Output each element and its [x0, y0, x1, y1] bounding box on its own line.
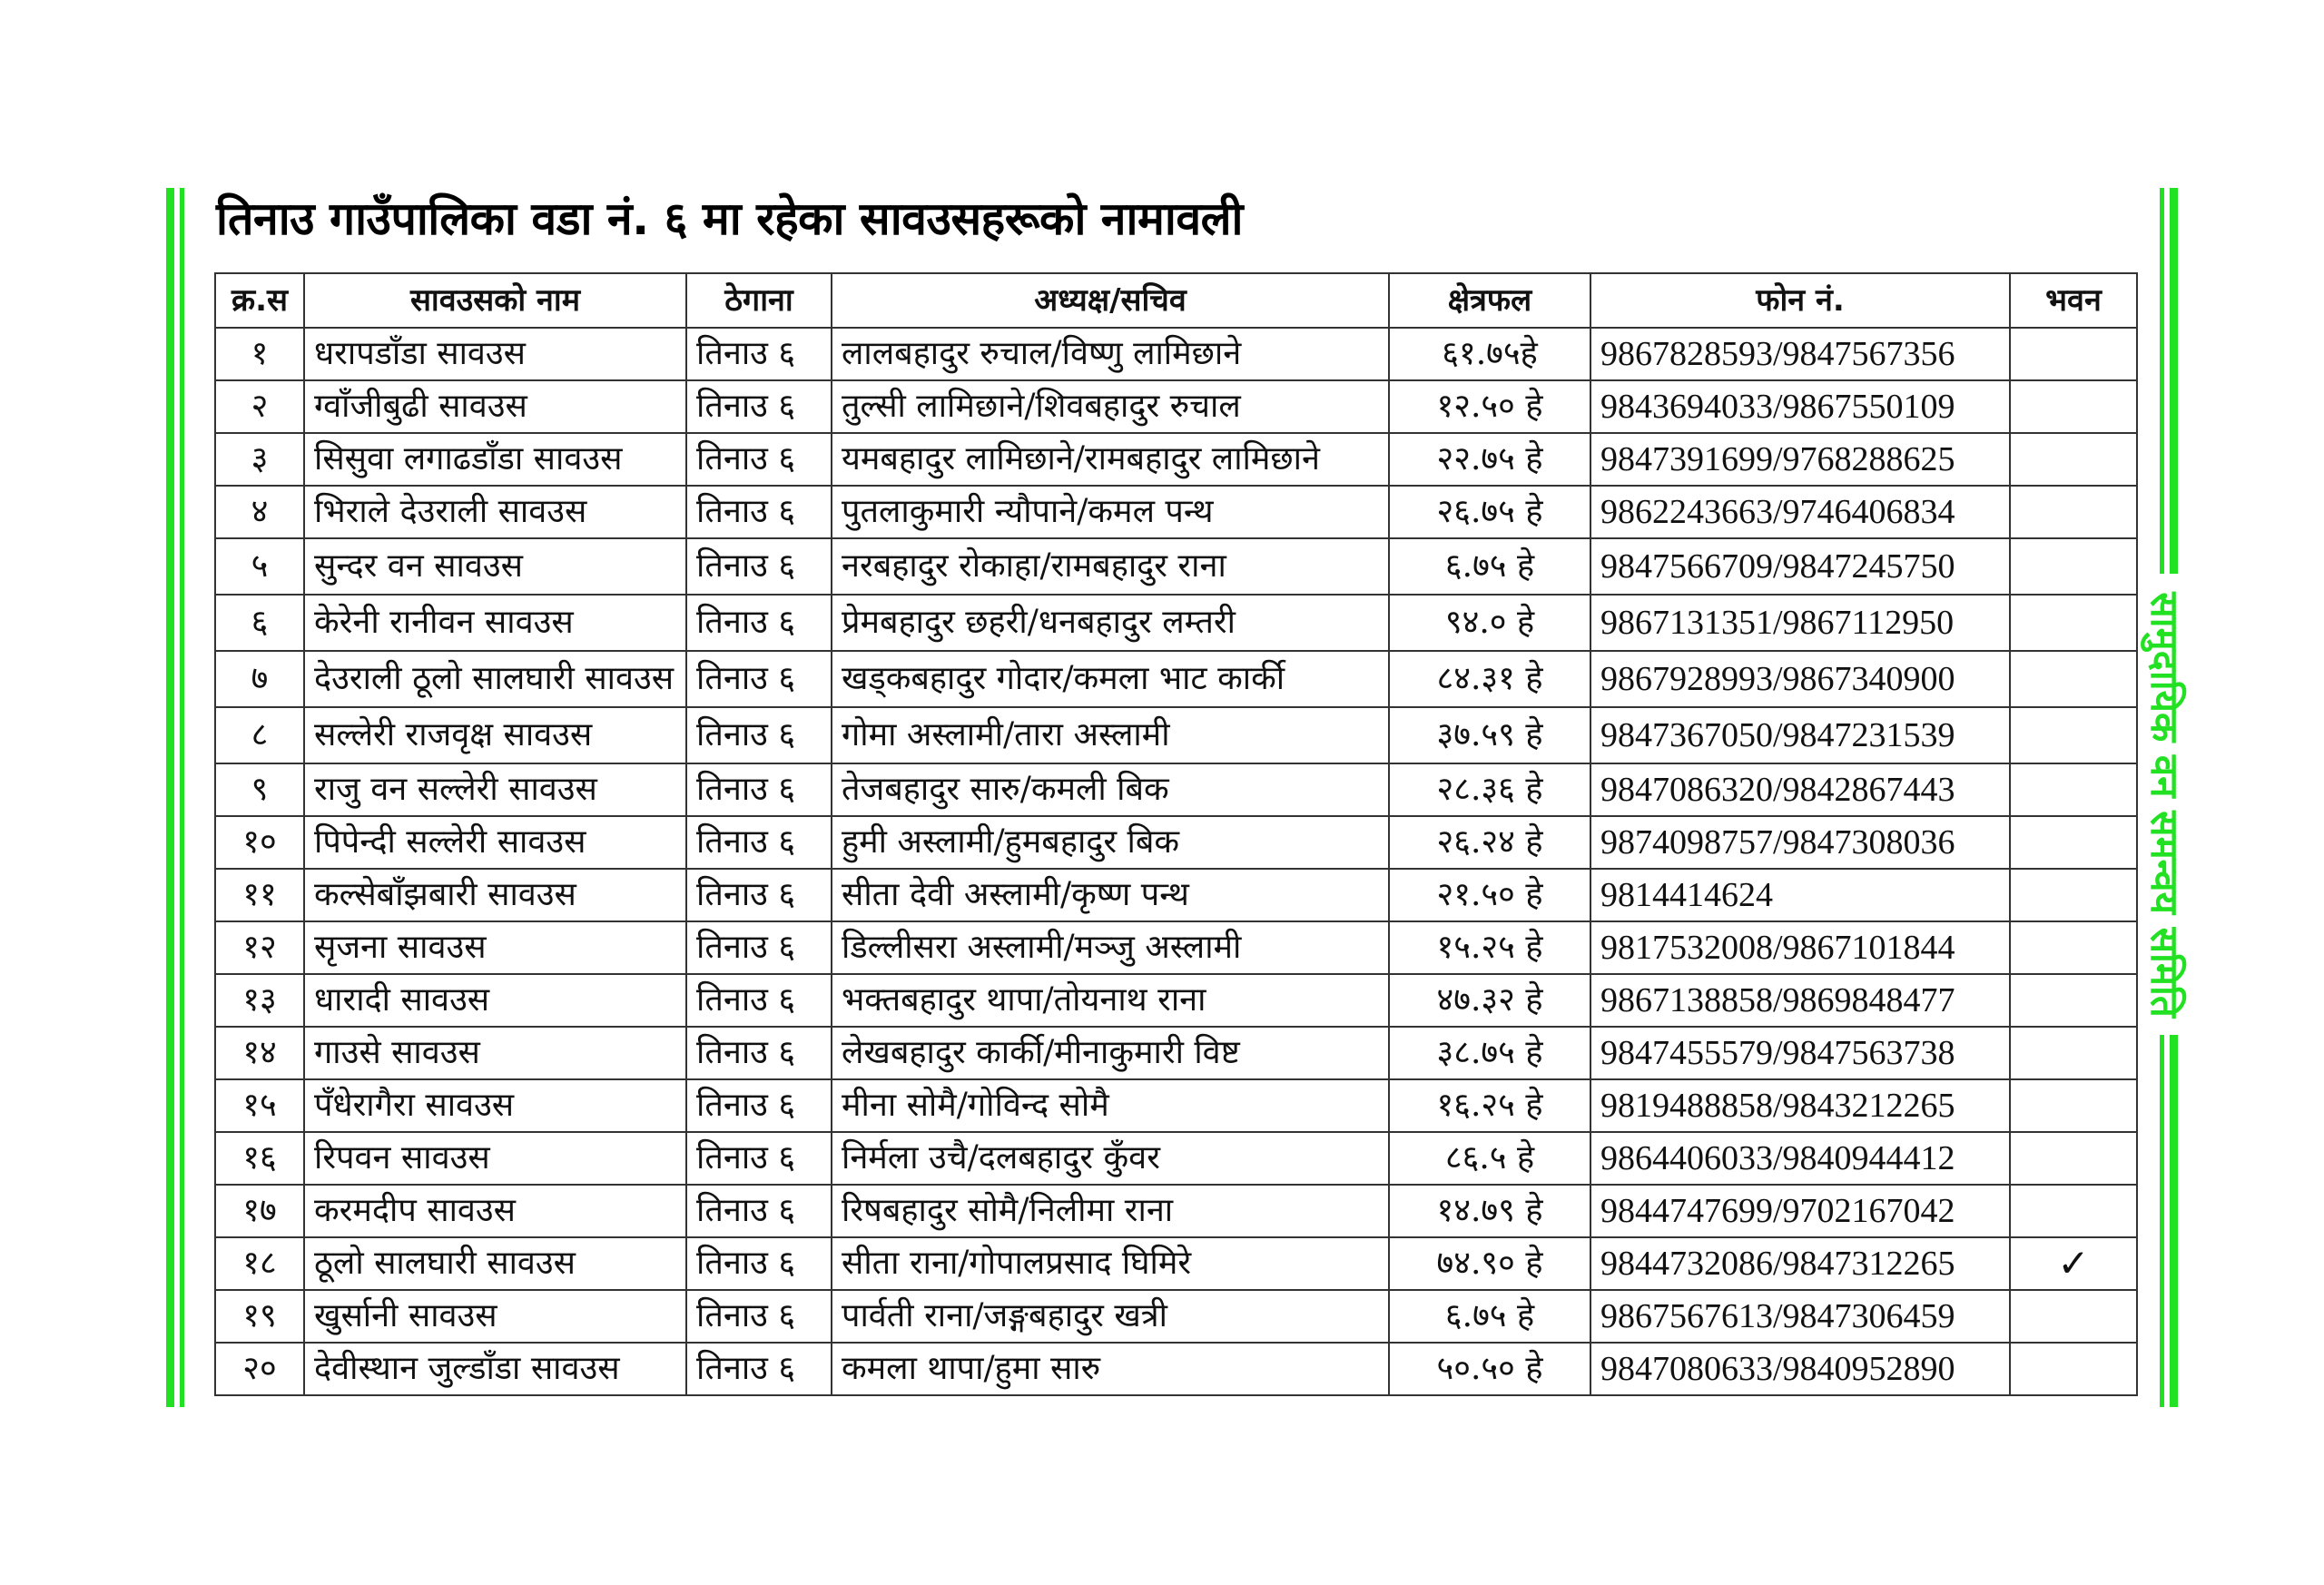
area-cell: ८६.५ हे — [1389, 1132, 1590, 1185]
table-row — [215, 595, 2137, 651]
address-cell: तिनाउ ६ — [686, 1079, 832, 1132]
name-cell: पँधेरागैरा सावउस — [304, 1079, 686, 1132]
area-cell: २२.७५ हे — [1389, 433, 1590, 486]
address-cell: तिनाउ ६ — [686, 1027, 832, 1079]
side-label-text: सामुदायिक वन समन्वय समिति — [2142, 591, 2187, 1018]
bhawan-cell — [2010, 538, 2137, 595]
name-cell: रिपवन सावउस — [304, 1132, 686, 1185]
area-cell: ५०.५० हे — [1389, 1343, 1590, 1395]
area-cell: २६.२४ हे — [1389, 816, 1590, 869]
table-row — [215, 328, 2137, 380]
table-row — [215, 538, 2137, 595]
name-cell: सृजना सावउस — [304, 921, 686, 974]
officers-cell: तुल्सी लामिछाने/शिवबहादुर रुचाल — [832, 380, 1389, 433]
area-cell: ६१.७५हे — [1389, 328, 1590, 380]
officers-cell: मीना सोमै/गोविन्द सोमै — [832, 1079, 1389, 1132]
address-cell: तिनाउ ६ — [686, 433, 832, 486]
serial-cell: ९ — [215, 763, 304, 816]
serial-cell: ११ — [215, 869, 304, 921]
officers-cell: लेखबहादुर कार्की/मीनाकुमारी विष्ट — [832, 1027, 1389, 1079]
phone-cell: 9844747699/9702167042 — [1590, 1185, 2010, 1237]
address-cell: तिनाउ ६ — [686, 486, 832, 538]
bhawan-cell — [2010, 921, 2137, 974]
serial-cell: ३ — [215, 433, 304, 486]
serial-cell: १० — [215, 816, 304, 869]
bhawan-cell — [2010, 1079, 2137, 1132]
table-row — [215, 1343, 2137, 1395]
phone-cell: 9847455579/9847563738 — [1590, 1027, 2010, 1079]
serial-cell: १३ — [215, 974, 304, 1027]
address-cell: तिनाउ ६ — [686, 707, 832, 763]
name-cell: करमदीप सावउस — [304, 1185, 686, 1237]
serial-cell: १४ — [215, 1027, 304, 1079]
serial-cell: १८ — [215, 1237, 304, 1290]
area-cell: १२.५० हे — [1389, 380, 1590, 433]
name-cell: केरेनी रानीवन सावउस — [304, 595, 686, 651]
officers-cell: डिल्लीसरा अस्लामी/मञ्जु अस्लामी — [832, 921, 1389, 974]
officers-cell: सीता राना/गोपालप्रसाद घिमिरे — [832, 1237, 1389, 1290]
serial-cell: ६ — [215, 595, 304, 651]
area-cell: २६.७५ हे — [1389, 486, 1590, 538]
area-cell: ७४.९० हे — [1389, 1237, 1590, 1290]
table-row — [215, 433, 2137, 486]
officers-cell: रिषबहादुर सोमै/निलीमा राना — [832, 1185, 1389, 1237]
phone-cell: 9874098757/9847308036 — [1590, 816, 2010, 869]
bhawan-cell: ✓ — [2010, 1237, 2137, 1290]
table-row — [215, 380, 2137, 433]
phone-cell: 9814414624 — [1590, 869, 2010, 921]
phone-cell: 9817532008/9867101844 — [1590, 921, 2010, 974]
bhawan-cell — [2010, 1132, 2137, 1185]
table-row — [215, 1027, 2137, 1079]
serial-cell: १९ — [215, 1290, 304, 1343]
address-cell: तिनाउ ६ — [686, 651, 832, 707]
header-bhawan: भवन — [2010, 273, 2137, 328]
left-green-border-thin — [180, 188, 184, 1407]
serial-cell: २० — [215, 1343, 304, 1395]
phone-cell: 9844732086/9847312265 — [1590, 1237, 2010, 1290]
area-cell: ९४.० हे — [1389, 595, 1590, 651]
area-cell: २८.३६ हे — [1389, 763, 1590, 816]
address-cell: तिनाउ ६ — [686, 1290, 832, 1343]
table-row — [215, 1290, 2137, 1343]
table-row — [215, 921, 2137, 974]
address-cell: तिनाउ ६ — [686, 974, 832, 1027]
table-header-row — [215, 273, 2137, 328]
bhawan-cell — [2010, 595, 2137, 651]
serial-cell: ४ — [215, 486, 304, 538]
officers-cell: गोमा अस्लामी/तारा अस्लामी — [832, 707, 1389, 763]
bhawan-cell — [2010, 1185, 2137, 1237]
header-address: ठेगाना — [686, 273, 832, 328]
table-row — [215, 1185, 2137, 1237]
area-cell: २१.५० हे — [1389, 869, 1590, 921]
officers-cell: नरबहादुर रोकाहा/रामबहादुर राना — [832, 538, 1389, 595]
right-green-border-thick-top — [2170, 188, 2178, 574]
bhawan-cell — [2010, 707, 2137, 763]
serial-cell: १७ — [215, 1185, 304, 1237]
name-cell: पिपेन्दी सल्लेरी सावउस — [304, 816, 686, 869]
address-cell: तिनाउ ६ — [686, 816, 832, 869]
phone-cell: 9843694033/9867550109 — [1590, 380, 2010, 433]
name-cell: कल्सेबाँझबारी सावउस — [304, 869, 686, 921]
bhawan-cell — [2010, 1027, 2137, 1079]
officers-cell: प्रेमबहादुर छहरी/धनबहादुर लम्तरी — [832, 595, 1389, 651]
serial-cell: ५ — [215, 538, 304, 595]
officers-cell: निर्मला उचै/दलबहादुर कुँवर — [832, 1132, 1389, 1185]
address-cell: तिनाउ ६ — [686, 921, 832, 974]
bhawan-cell — [2010, 763, 2137, 816]
side-label — [2142, 576, 2188, 1033]
table-body — [215, 328, 2137, 1395]
bhawan-cell — [2010, 974, 2137, 1027]
name-cell: सल्लेरी राजवृक्ष सावउस — [304, 707, 686, 763]
header-officers: अध्यक्ष/सचिव — [832, 273, 1389, 328]
phone-cell: 9847086320/9842867443 — [1590, 763, 2010, 816]
phone-cell: 9847080633/9840952890 — [1590, 1343, 2010, 1395]
right-green-border-thin-bottom — [2160, 1035, 2164, 1407]
header-area: क्षेत्रफल — [1389, 273, 1590, 328]
table-row — [215, 1132, 2137, 1185]
phone-cell: 9847367050/9847231539 — [1590, 707, 2010, 763]
phone-cell: 9819488858/9843212265 — [1590, 1079, 2010, 1132]
bhawan-cell — [2010, 328, 2137, 380]
area-cell: १४.७९ हे — [1389, 1185, 1590, 1237]
bhawan-cell — [2010, 486, 2137, 538]
name-cell: राजु वन सल्लेरी सावउस — [304, 763, 686, 816]
serial-cell: ८ — [215, 707, 304, 763]
phone-cell: 9862243663/9746406834 — [1590, 486, 2010, 538]
address-cell: तिनाउ ६ — [686, 595, 832, 651]
bhawan-cell — [2010, 816, 2137, 869]
forest-groups-table — [214, 272, 2138, 1396]
name-cell: भिराले देउराली सावउस — [304, 486, 686, 538]
name-cell: खुर्सानी सावउस — [304, 1290, 686, 1343]
name-cell: धरापडाँडा सावउस — [304, 328, 686, 380]
bhawan-cell — [2010, 869, 2137, 921]
name-cell: गाउसे सावउस — [304, 1027, 686, 1079]
area-cell: ३७.५९ हे — [1389, 707, 1590, 763]
name-cell: धारादी सावउस — [304, 974, 686, 1027]
bhawan-cell — [2010, 1290, 2137, 1343]
table-row — [215, 974, 2137, 1027]
officers-cell: भक्तबहादुर थापा/तोयनाथ राना — [832, 974, 1389, 1027]
serial-cell: १२ — [215, 921, 304, 974]
area-cell: १६.२५ हे — [1389, 1079, 1590, 1132]
bhawan-cell — [2010, 651, 2137, 707]
area-cell: ६.७५ हे — [1389, 1290, 1590, 1343]
address-cell: तिनाउ ६ — [686, 869, 832, 921]
name-cell: सुन्दर वन सावउस — [304, 538, 686, 595]
officers-cell: यमबहादुर लामिछाने/रामबहादुर लामिछाने — [832, 433, 1389, 486]
bhawan-cell — [2010, 433, 2137, 486]
address-cell: तिनाउ ६ — [686, 763, 832, 816]
area-cell: ३८.७५ हे — [1389, 1027, 1590, 1079]
serial-cell: १ — [215, 328, 304, 380]
officers-cell: खड्कबहादुर गोदार/कमला भाट कार्की — [832, 651, 1389, 707]
serial-cell: २ — [215, 380, 304, 433]
serial-cell: ७ — [215, 651, 304, 707]
address-cell: तिनाउ ६ — [686, 1132, 832, 1185]
header-serial: क्र.स — [215, 273, 304, 328]
officers-cell: कमला थापा/हुमा सारु — [832, 1343, 1389, 1395]
officers-cell: पुतलाकुमारी न्यौपाने/कमल पन्थ — [832, 486, 1389, 538]
phone-cell: 9847566709/9847245750 — [1590, 538, 2010, 595]
officers-cell: सीता देवी अस्लामी/कृष्ण पन्थ — [832, 869, 1389, 921]
right-green-border-thin-top — [2160, 188, 2164, 574]
serial-cell: १६ — [215, 1132, 304, 1185]
officers-cell: तेजबहादुर सारु/कमली बिक — [832, 763, 1389, 816]
table-row — [215, 1237, 2137, 1290]
name-cell: ठूलो सालघारी सावउस — [304, 1237, 686, 1290]
table-row — [215, 486, 2137, 538]
name-cell: ग्वाँजीबुढी सावउस — [304, 380, 686, 433]
header-phone: फोन नं. — [1590, 273, 2010, 328]
name-cell: देउराली ठूलो सालघारी सावउस — [304, 651, 686, 707]
bhawan-cell — [2010, 1343, 2137, 1395]
address-cell: तिनाउ ६ — [686, 380, 832, 433]
name-cell: देवीस्थान जुल्डाँडा सावउस — [304, 1343, 686, 1395]
phone-cell: 9864406033/9840944412 — [1590, 1132, 2010, 1185]
table-row — [215, 651, 2137, 707]
officers-cell: लालबहादुर रुचाल/विष्णु लामिछाने — [832, 328, 1389, 380]
table-row — [215, 763, 2137, 816]
area-cell: १५.२५ हे — [1389, 921, 1590, 974]
left-green-border-thick — [166, 188, 174, 1407]
header-name: सावउसको नाम — [304, 273, 686, 328]
phone-cell: 9867131351/9867112950 — [1590, 595, 2010, 651]
area-cell: ६.७५ हे — [1389, 538, 1590, 595]
phone-cell: 9847391699/9768288625 — [1590, 433, 2010, 486]
right-green-border-thick-bottom — [2170, 1035, 2178, 1407]
phone-cell: 9867138858/9869848477 — [1590, 974, 2010, 1027]
officers-cell: पार्वती राना/जङ्गबहादुर खत्री — [832, 1290, 1389, 1343]
address-cell: तिनाउ ६ — [686, 1185, 832, 1237]
page-title: तिनाउ गाउँपालिका वडा नं. ६ मा रहेका सावउसहरूको नामावली — [216, 192, 1244, 245]
area-cell: ४७.३२ हे — [1389, 974, 1590, 1027]
area-cell: ८४.३१ हे — [1389, 651, 1590, 707]
officers-cell: हुमी अस्लामी/हुमबहादुर बिक — [832, 816, 1389, 869]
phone-cell: 9867928993/9867340900 — [1590, 651, 2010, 707]
address-cell: तिनाउ ६ — [686, 328, 832, 380]
name-cell: सिसुवा लगाढडाँडा सावउस — [304, 433, 686, 486]
table-row — [215, 707, 2137, 763]
address-cell: तिनाउ ६ — [686, 1343, 832, 1395]
address-cell: तिनाउ ६ — [686, 1237, 832, 1290]
table-row — [215, 816, 2137, 869]
phone-cell: 9867567613/9847306459 — [1590, 1290, 2010, 1343]
table-row — [215, 869, 2137, 921]
address-cell: तिनाउ ६ — [686, 538, 832, 595]
bhawan-cell — [2010, 380, 2137, 433]
serial-cell: १५ — [215, 1079, 304, 1132]
phone-cell: 9867828593/9847567356 — [1590, 328, 2010, 380]
table-row — [215, 1079, 2137, 1132]
